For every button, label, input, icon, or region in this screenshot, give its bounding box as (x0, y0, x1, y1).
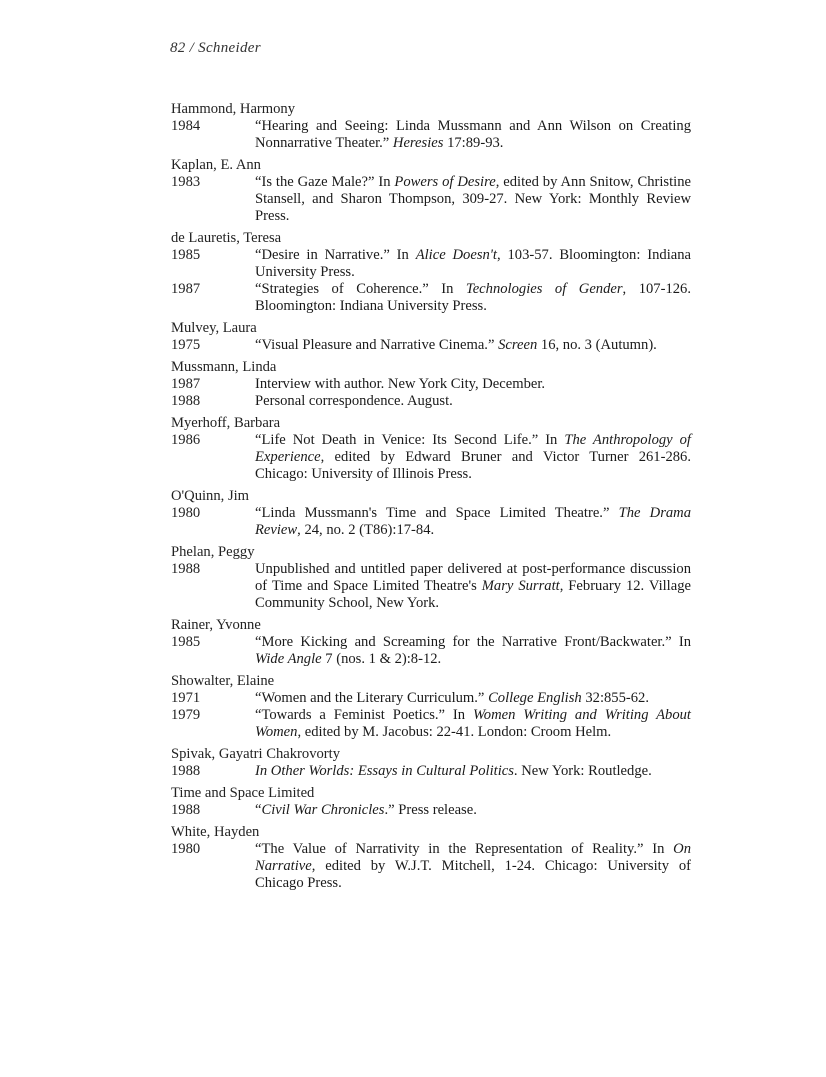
citation-text: “Linda Mussmann's Time and Space Limited Theatre.” (255, 505, 619, 521)
bib-work (171, 802, 691, 819)
citation-text: , edited by M. Jacobus: 22-41. London: Croom Helm. (297, 724, 612, 740)
citation-text: Interview with author. New York City, December. (255, 376, 546, 392)
bib-citation (255, 174, 691, 225)
citation-text: .” Press release. (384, 802, 477, 818)
citation-text: “The Value of Narrativity in the Representation of Reality.” In (255, 841, 674, 857)
citation-title-italic: The Drama Review (255, 505, 691, 538)
bib-year: 1985 (171, 634, 201, 650)
bib-work (171, 247, 691, 281)
bib-year: 1985 (171, 247, 201, 263)
citation-title-italic: Powers of Desire (394, 174, 496, 190)
citation-text: 32:855-62. (581, 690, 649, 706)
bib-author: Rainer, Yvonne (171, 617, 261, 633)
citation-title-italic: Screen (498, 337, 538, 353)
citation-text: “Visual Pleasure and Narrative Cinema.” (255, 337, 499, 353)
bib-work (171, 634, 691, 668)
bib-entry (171, 157, 691, 225)
bib-citation (255, 802, 691, 819)
bib-author: Mussmann, Linda (171, 359, 277, 375)
bib-year: 1975 (171, 337, 201, 353)
bib-citation (255, 337, 691, 354)
bib-entry (171, 488, 691, 539)
citation-title-italic: Women Writing and Writing About Women (255, 707, 691, 740)
bib-citation (255, 393, 691, 410)
bib-year: 1987 (171, 281, 201, 297)
bib-work (171, 376, 691, 393)
bib-year: 1988 (171, 763, 201, 779)
bib-citation (255, 505, 691, 539)
bib-citation (255, 247, 691, 281)
bib-year: 1986 (171, 432, 201, 448)
citation-text: , 107-126. Bloomington: Indiana University Press. (255, 281, 691, 314)
bib-citation (255, 561, 691, 612)
bib-year: 1984 (171, 118, 201, 134)
bib-citation (255, 690, 691, 707)
citation-text: . New York: Routledge. (513, 763, 652, 779)
bib-author: Hammond, Harmony (171, 101, 296, 117)
bib-work (171, 841, 691, 892)
bib-author: Showalter, Elaine (171, 673, 275, 689)
bib-work (171, 505, 691, 539)
bib-author: White, Hayden (171, 824, 260, 840)
bib-work (171, 281, 691, 315)
bib-entry (171, 785, 691, 819)
citation-text: , 103-57. Bloomington: Indiana University Press. (255, 247, 692, 280)
citation-text: Personal correspondence. August. (255, 393, 453, 409)
citation-text: 17:89-93. (443, 135, 504, 151)
citation-text: “Women and the Literary Curriculum.” (255, 690, 489, 706)
bib-citation (255, 376, 691, 393)
bib-author: O'Quinn, Jim (171, 488, 250, 504)
citation-title-italic: The Anthropology of Experience (255, 432, 691, 465)
bib-year: 1988 (171, 393, 201, 409)
bib-author: Spivak, Gayatri Chakrovorty (171, 746, 341, 762)
bib-author: Phelan, Peggy (171, 544, 255, 560)
bib-year: 1988 (171, 802, 201, 818)
bib-entry (171, 544, 691, 612)
bib-citation (255, 281, 691, 315)
citation-text: Unpublished and untitled paper delivered at post-performance discussion of Time and Space Limited Theatre's (255, 561, 691, 594)
citation-text: “Hearing and Seeing: Linda Mussmann and Ann Wilson on Creating Nonnarrative Theater.” (255, 118, 691, 151)
bib-entry (171, 746, 691, 780)
citation-text: “ (255, 802, 262, 818)
citation-text: 7 (nos. 1 & 2):8-12. (321, 651, 442, 667)
citation-text: , edited by Edward Bruner and Victor Turner 261-286. Chicago: University of Illinois Press. (255, 449, 691, 482)
bib-author: Time and Space Limited (171, 785, 315, 801)
bib-year: 1980 (171, 505, 201, 521)
bib-author: Mulvey, Laura (171, 320, 257, 336)
bib-citation (255, 763, 691, 780)
bib-entry (171, 359, 691, 410)
citation-title-italic: Civil War Chronicles (261, 802, 385, 818)
bibliography (171, 101, 691, 897)
citation-title-italic: Alice Doesn't (415, 247, 497, 263)
bib-year: 1983 (171, 174, 201, 190)
bib-year: 1987 (171, 376, 201, 392)
bib-work (171, 393, 691, 410)
citation-text: , edited by W.J.T. Mitchell, 1-24. Chicago: University of Chicago Press. (255, 858, 691, 891)
bib-entry (171, 617, 691, 668)
bib-citation (255, 707, 691, 741)
bib-work (171, 763, 691, 780)
bib-entry (171, 415, 691, 483)
citation-text: “More Kicking and Screaming for the Narrative Front/Backwater.” In (255, 634, 691, 650)
citation-text: “Towards a Feminist Poetics.” In (255, 707, 473, 723)
bib-work (171, 432, 691, 483)
bib-work (171, 707, 691, 741)
bib-work (171, 690, 691, 707)
citation-title-italic: College English (488, 690, 582, 706)
citation-title-italic: In Other Worlds: Essays in Cultural Politics (255, 763, 514, 779)
citation-text: , edited by Ann Snitow, Christine Stansell, and Sharon Thompson, 309-27. New York: Monthly Review Press. (255, 174, 691, 224)
bib-citation (255, 841, 691, 892)
citation-text: “Life Not Death in Venice: Its Second Life.” In (255, 432, 565, 448)
citation-title-italic: Wide Angle (255, 651, 322, 667)
bib-entry (171, 101, 691, 152)
bib-entry (171, 673, 691, 741)
bib-year: 1980 (171, 841, 201, 857)
citation-text: “Is the Gaze Male?” In (255, 174, 395, 190)
bib-author: Kaplan, E. Ann (171, 157, 261, 173)
bib-entry (171, 320, 691, 354)
bib-work (171, 118, 691, 152)
bib-entry (171, 230, 691, 315)
citation-text: 16, no. 3 (Autumn). (537, 337, 657, 353)
bib-year: 1988 (171, 561, 201, 577)
bib-citation (255, 118, 691, 152)
citation-title-italic: Technologies of Gender (465, 281, 623, 297)
citation-title-italic: Mary Surratt (481, 578, 560, 594)
citation-text: “Desire in Narrative.” In (255, 247, 416, 263)
bib-work (171, 561, 691, 612)
running-head: 82 / Schneider (170, 40, 261, 56)
bib-year: 1971 (171, 690, 201, 706)
bib-author: de Lauretis, Teresa (171, 230, 282, 246)
citation-text: , February 12. Village Community School, New York. (255, 578, 691, 611)
bib-citation (255, 432, 691, 483)
bib-citation (255, 634, 691, 668)
bib-work (171, 174, 691, 225)
citation-title-italic: Heresies (392, 135, 444, 151)
bib-work (171, 337, 691, 354)
bib-author: Myerhoff, Barbara (171, 415, 281, 431)
bib-entry (171, 824, 691, 892)
bib-year: 1979 (171, 707, 201, 723)
citation-text: , 24, no. 2 (T86):17-84. (297, 522, 435, 538)
citation-title-italic: On Narrative (255, 841, 691, 874)
citation-text: “Strategies of Coherence.” In (255, 281, 466, 297)
